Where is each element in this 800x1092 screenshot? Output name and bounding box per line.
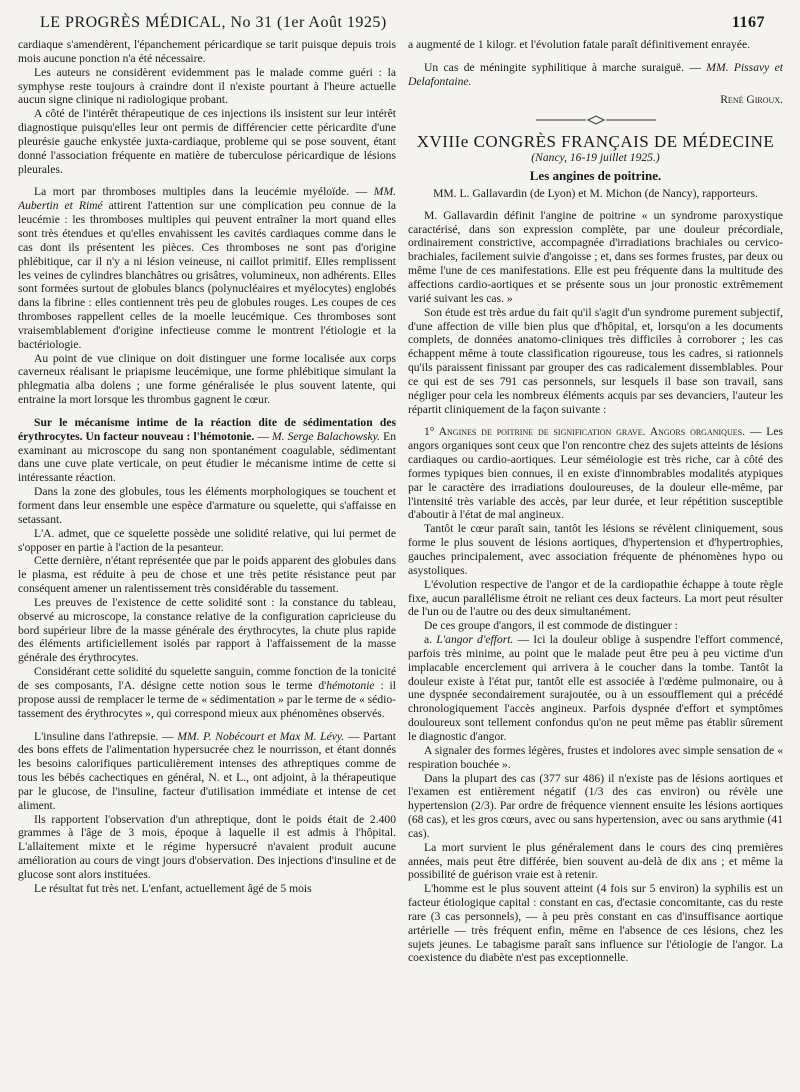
article-authors: MM. P. Nobécourt et Max M. Lévy.: [177, 729, 345, 743]
divider-ornament-icon: [536, 115, 656, 125]
congress-subtitle: (Nancy, 16-19 juillet 1925.): [531, 151, 660, 165]
congress-title: XVIIIe CONGRÈS FRANÇAIS DE MÉDECINE: [416, 132, 775, 152]
article-authors: MM. Aubertin et Rimé: [18, 185, 396, 213]
article-title: La mort par thromboses multiples dans la leucémie myéloïde.: [34, 185, 350, 199]
paragraph: a. L'angor d'effort. — Ici la douleur oblige à suspendre l'effort commencé, parfois très minime, au point que le malade peut être peu à peu victime d'un implacable encerclement qui arrivera à le coucher dans la tombe. Tantôt la douleur existe à l'état pur, tantôt elle est associée à l'œdème pulmonaire, ou à une dyspnée secondairement surajoutée, ou à un essoufflement qui a précédé chronologiquement l'accès angineux. Parfois dyspnée d'effort et symptômes douloureux sont tellement confondus qu'on ne peut même pas établir sûrement le diagnostic d'angor.: [408, 633, 783, 743]
article-title: L'insuline dans l'athrepsie.: [34, 729, 159, 743]
article-sedimentation: Sur le mécanisme intime de la réaction dite de sédimentation des érythrocytes. Un facteur nouveau : l'hémotonie. — M. Serge Balachowsky. En examinant au microscope du sang non spontanément coagulable, sédimentant dans une cuve plate verticale, on peut étudier le mécanisme intime de cette si intéressante réaction.: [18, 415, 396, 485]
paragraph: L'A. admet, que ce squelette possède une solidité relative, qui lui permet de s'opposer en partie à l'action de la pesanteur.: [18, 526, 396, 554]
running-header: [40, 14, 765, 32]
paragraph: A côté de l'intérêt thérapeutique de ces injections ils insistent sur leur intérêt diagnostique puisqu'elles leur ont permis de différencier cette péricardite d'une pleurésie gauche enkystée juxta-cardiaque, probleme qui se pose souvent, étant donné l'association fréquente en matière de tuberculose péricardique de lésions pleurales.: [18, 107, 396, 176]
paragraph: cardiaque s'amendèrent, l'épanchement péricardique se tarit puisque depuis trois mois aucune ponction n'a été nécessaire.: [18, 38, 396, 65]
paragraph: Dans la zone des globules, tous les éléments morphologiques se touchent et forment dans leur ensemble une espèce d'armature ou squelette, qui s'affaisse en setassant.: [18, 485, 396, 526]
left-column: [18, 38, 396, 1092]
article-title: Un cas de méningite syphilitique à marche suraiguë.: [424, 60, 684, 74]
paragraph: a augmenté de 1 kilogr. et l'évolution fatale paraît définitivement enrayée.: [408, 38, 751, 51]
page-number: 1167: [731, 14, 765, 31]
paragraph: Considérant cette solidité du squelette sanguin, comme fonction de la tonicité de ses composants, l'A. désigne cette notion sous le terme d'hémotonie : il propose aussi de remplacer le terme de « sédimentation » par le terme de « sédio-tassement des érythrocytes », qui correspond mieux aux phénomènes observés.: [18, 665, 396, 720]
right-column: [408, 38, 783, 1092]
paragraph: 1° Angines de poitrine de signification grave. Angors organiques. — Les angors organiques sont ceux que l'on rencontre chez des sujets atteints de lésions cardiaques ou cardio-aortiques. Leur séméiologie est très riche, car à côté des formes typiques bien connues, il en existe d'innombrables modalités atypiques par le caractère des irradiations douloureuses, de la douleur elle-même, par l'intensité très variable des accès, par leur durée, et leur répétition susceptible d'aboutir à l'état de mal angineux.: [408, 425, 783, 522]
article-title: Sur le mécanisme intime de la réaction dite de sédimentation des érythrocytes. Un facteur nouveau : l'hémotonie.: [18, 415, 396, 443]
article-authors: MM. Pissavy et Delafontaine.: [408, 60, 783, 88]
header-title: LE PROGRÈS MÉDICAL, No 31 (1er Août 1925): [40, 14, 387, 31]
signature: René Giroux.: [720, 92, 783, 106]
paragraph: Son étude est très ardue du fait qu'il s'agit d'un syndrome purement subjectif, d'une affection de ville bien plus que d'hôpital, et, lorsqu'on a les documents complets, de données anatomo-cliniques très difficiles à corroborer ; les cas échappent même à toute classification rigoureuse, tous les cadres, si rationnels qu'ils paraissent finissant par grouper des cas radicalement dissemblables. Pour ce qui est de ses 791 cas personnels, sur lesquels il base son travail, sans négliger pour cela les nombreux éléments acquis par ses devanciers, l'auteur les répartit cliniquement de la façon suivante :: [408, 305, 783, 416]
paragraph: L'homme est le plus souvent atteint (4 fois sur 5 environ) la syphilis est un facteur étiologique capital : constant en cas, d'ectasie concomitante, cas du reste rare (3 cas personnels), — à peu près constant en cas d'insuffisance aortique artérielle — très fréquent enfin, même en l'absence de ces lésions, chez les sujets jeunes. Le tabagisme paraît sans influence sur l'étiologie de l'angor. La coexistence du diabète n'est pas exceptionnelle.: [408, 882, 783, 965]
article-body: En examinant au microscope du sang non spontanément coagulable, sédimentant dans une cuve plate verticale, on peut étudier le mécanisme intime de cette si intéressante réaction.: [18, 429, 396, 485]
term-hemotonie: hémotonie: [326, 678, 375, 692]
paragraph: A signaler des formes légères, frustes et indolores avec simple sensation de « respiration bouchée ».: [408, 743, 783, 771]
article-meningite: Un cas de méningite syphilitique à marche suraiguë. — MM. Pissavy et Delafontaine.: [408, 60, 783, 88]
article-authors: M. Serge Balachowsky.: [272, 429, 381, 443]
article-body: attirent l'attention sur une complication peu connue de la leucémie : les thromboses multiples qui peuvent entraîner la mort quand elles sont très étendues et qu'elles envahissent les cavités cardiaques comme dans le cas dont ils présentent les pièces. Ces thromboses ne sont pas d'origine phlébitique, car il n'y a ni lésion veineuse, ni caillot primitif. Elles remplissent les veines de cylindres blanchâtres ou grisâtres, volumineux, non adhérents. Elles sont formées surtout de globules blancs (polynucléaires et myélocytes) englobés dans la fibrine : elles contiennent très peu de globules rouges. Les coupes de ces thromboses rappellent celles de la moelle leucémique. Ces thromboses sont vraisemblablement d'origine infectieuse comme le montrent l'étiologie et la bactériologie.: [18, 199, 396, 351]
paragraph: M. Gallavardin définit l'angine de poitrine « un syndrome paroxystique caractérisé, dans son expression complète, par une douleur précordiale, ordinairement constrictive, accompagnée d'irradiations brachiales ou cervico-brachiales, facilement suivie d'angoisse ; et, dans ses formes frustes, par deux ou même l'une de ces manifestations. Elle est peu fréquente dans la multitude des affections cardio-aortiques et se présente sous un jour pronostic extrêmement varié suivant les cas. »: [408, 208, 783, 305]
paragraph: Tantôt le cœur paraît sain, tantôt les lésions se révèlent cliniquement, sous forme le plus souvent de lésions aortiques, d'hypertension et d'hypertrophies, gauches principalement, avec association fréquente de phénomènes hypo ou asystoliques.: [408, 522, 783, 577]
section-heading: Les angines de poitrine.: [529, 168, 662, 184]
paragraph: Dans la plupart des cas (377 sur 486) il n'existe pas de lésions aortiques et l'examen est entièrement négatif (1/3 des cas environ) ou révèle une hypertension (2/3). Par ordre de fréquence viennent ensuite les lésions aortiques (68 cas), et les gros cœurs, avec ou sans hypertension, avec ou sans arythmie (41 cas).: [408, 771, 783, 840]
paragraph: Le résultat fut très net. L'enfant, actuellement âgé de 5 mois: [34, 881, 312, 895]
subsection-title: L'angor d'effort.: [436, 633, 514, 647]
paragraph: L'évolution respective de l'angor et de la cardiopathie échappe à toute règle fixe, aucun parallélisme étroit ne reliant ces deux facteurs. La mort peut résulter de l'un ou de l'autre ou des deux simultanément.: [408, 577, 783, 619]
article-leukemia: La mort par thromboses multiples dans la leucémie myéloïde. — MM. Aubertin et Rimé attirent l'attention sur une complication peu connue de la leucémie : les thromboses multiples qui peuvent entraîner la mort quand elles sont très étendues et qu'elles envahissent les cavités cardiaques comme dans le cas dont ils présentent les pièces. Ces thromboses ne sont pas d'origine phlébitique, car il n'y a ni lésion veineuse, ni caillot primitif. Elles remplissent les veines de cylindres blanchâtres ou grisâtres, volumineux, non adhérents. Elles sont formées surtout de globules blancs (polynucléaires et myélocytes) englobés dans la fibrine : elles contiennent très peu de globules rouges. Les coupes de ces thromboses rappellent celles de la moelle leucémique. Ces thromboses sont vraisemblablement d'origine infectieuse comme le montrent l'étiologie et la bactériologie.: [18, 185, 396, 351]
paragraph: De ces groupe d'angors, il est commode de distinguer :: [424, 619, 678, 633]
rapporteurs: MM. L. Gallavardin (de Lyon) et M. Michon (de Nancy), rapporteurs.: [433, 186, 758, 200]
subsection-lead: 1° Angines de poitrine de signification grave. Angors organiques.: [424, 425, 745, 439]
paragraph: La mort survient le plus généralement dans le cours des cinq premières années, mais peut être différée, bien souvent au-delà de dix ans ; et même la possibilité de guérison vraie est à retenir.: [408, 840, 783, 882]
paragraph: Ils rapportent l'observation d'un athreptique, dont le poids était de 2.400 grammes à l'âge de 3 mois, époque à laquelle il est admis à l'hôpital. L'allaitement mixte et le régime hypersucré n'avaient produit aucune amélioration au cours de vingt jours d'observation. Des injections d'insuline et de glucose sont alors instituées.: [18, 812, 396, 881]
ornamental-divider: [408, 115, 783, 125]
paragraph: Au point de vue clinique on doit distinguer une forme localisée aux corps caverneux réalisant le priapisme leucémique, une forme phlébitique simulant la phlegmatia alba dolens ; une forme généralisée le plus souvent latente, qui entraine la mort lorsque les thrombus gagnent le cœur.: [18, 351, 396, 407]
paragraph: Les auteurs ne considèrent evidemment pas le malade comme guéri : la symphyse reste toujours à craindre dont il n'existe pourtant à l'heure actuelle aucun signe clinique ni radiologique probant.: [18, 65, 396, 107]
article-insuline: L'insuline dans l'athrepsie. — MM. P. Nobécourt et Max M. Lévy. — Partant des bons effets de l'alimentation hypersucrée chez le nourrisson, et étant donnés les besoins calorifiques particulièrement intenses des athreptiques comme de tous les bébés cachectiques en général, N. et L., ont adjoint, à la thérapeutique par le glucose, de l'insuline, facteur d'utilisation immédiate et intense de cet aliment.: [18, 729, 396, 812]
article-body: Partant des bons effets de l'alimentation hypersucrée chez le nourrisson, et étant donnés les besoins calorifiques particulièrement intenses des athreptiques comme de tous les bébés cachectiques en général, N. et L., ont adjoint, à la thérapeutique par le glucose, de l'insuline, facteur d'utilisation immédiate et intense de cet aliment.: [18, 729, 396, 812]
paragraph: Cette dernière, n'étant représentée que par le poids apparent des globules dans le plasma, est réduite à peu de chose et une très petite résistance peut par conséquent amener un ralentissement très considérable du tassement.: [18, 554, 396, 596]
paragraph: Les preuves de l'existence de cette solidité sont : la constance du tableau, observé au microscope, la constance relative de la configuration capricieuse du bord supérieur libre de la masse générale des érythrocytes, la chute plus rapide des éléments artificiellement isolés par rapport à l'affaissement de la masse générale des érythrocytes.: [18, 595, 396, 665]
